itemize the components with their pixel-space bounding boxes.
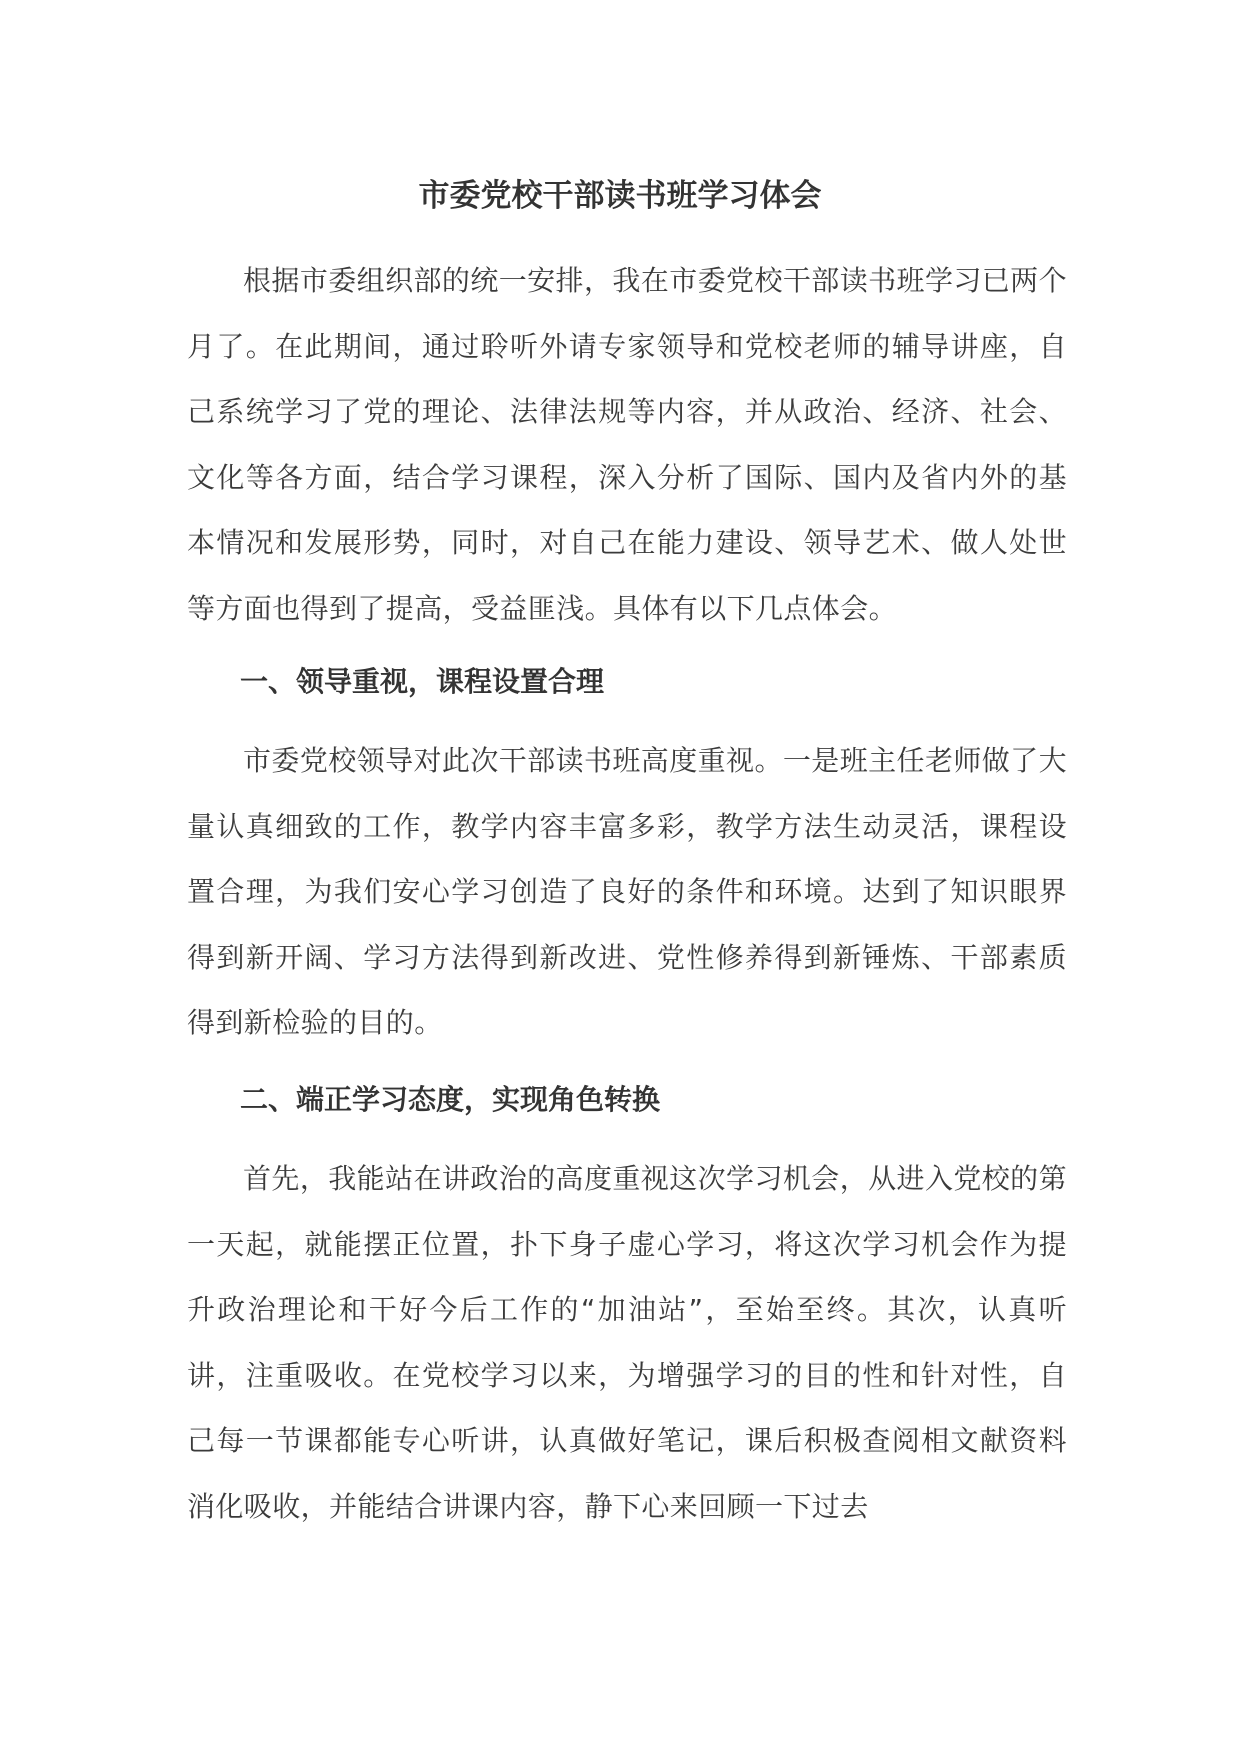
paragraph-section-2: 首先，我能站在讲政治的高度重视这次学习机会，从进入党校的第一天起，就能摆正位置，扑下身子虚心学习，将这次学习机会作为提升政治理论和干好今后工作的“加油站”，至始至终。其次，认真听讲，注重吸收。在党校学习以来，为增强学习的目的性和针对性，自己每一节课都能专心听讲，认真做好笔记，课后积极查阅相文献资料消化吸收，并能结合讲课内容，静下心来回顾一下过去 xyxy=(187,1162,1067,1523)
paragraph-intro: 根据市委组织部的统一安排，我在市委党校干部读书班学习已两个月了。在此期间，通过聆听外请专家领导和党校老师的辅导讲座，自己系统学习了党的理论、法律法规等内容，并从政治、经济、社会、文化等各方面，结合学习课程，深入分析了国际、国内及省内外的基本情况和发展形势，同时，对自己在能力建设、领导艺术、做人处世等方面也得到了提高，受益匪浅。具体有以下几点体会。 xyxy=(187,264,1067,625)
section-heading-2: 二、端正学习态度，实现角色转换 xyxy=(240,1083,661,1116)
section-heading-1: 一、领导重视，课程设置合理 xyxy=(240,665,605,698)
paragraph-section-1: 市委党校领导对此次干部读书班高度重视。一是班主任老师做了大量认真细致的工作，教学内容丰富多彩，教学方法生动灵活，课程设置合理，为我们安心学习创造了良好的条件和环境。达到了知识眼界得到新开阔、学习方法得到新改进、党性修养得到新锤炼、干部素质得到新检验的目的。 xyxy=(187,744,1067,1039)
document-title: 市委党校干部读书班学习体会 xyxy=(418,178,822,214)
